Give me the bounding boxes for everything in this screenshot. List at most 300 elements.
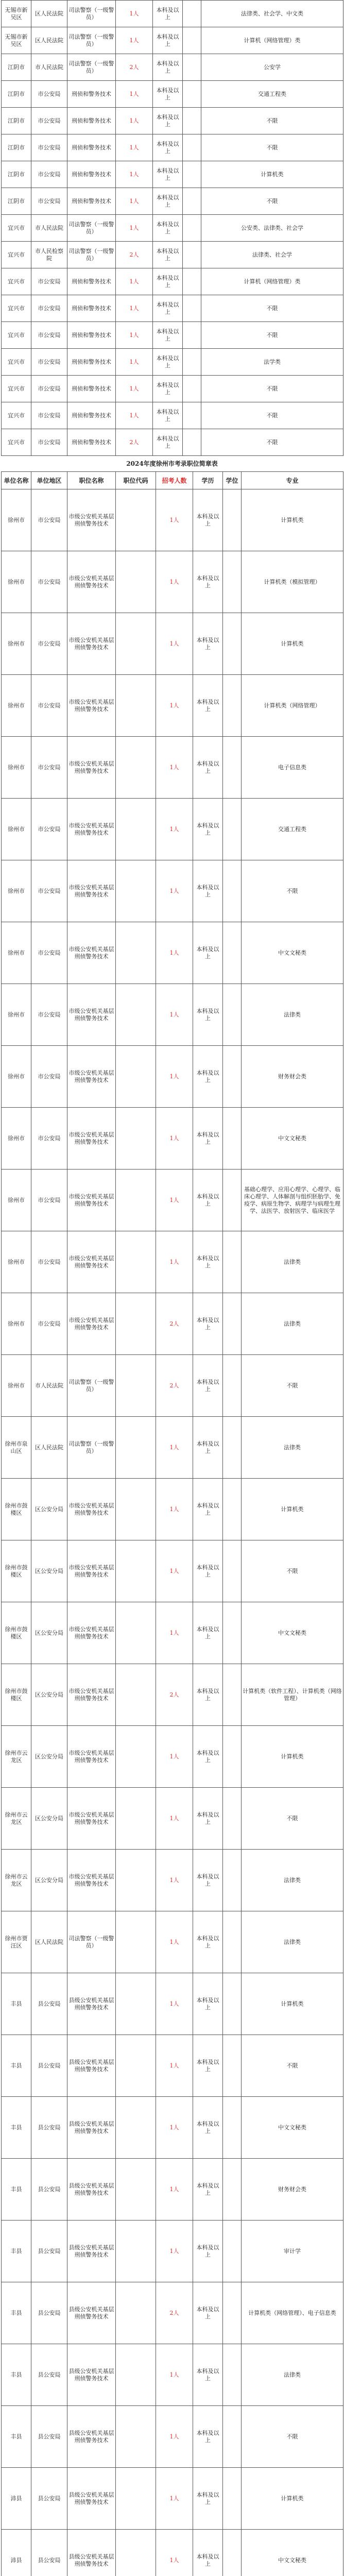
table-cell: 丰县 — [2, 2282, 31, 2344]
table-row — [2, 429, 343, 456]
table-cell: 区人民法院 — [31, 1, 67, 27]
table-cell: 公安类、法律类、社会学 — [201, 215, 343, 242]
table-cell — [183, 188, 201, 215]
table-cell — [116, 2530, 156, 2576]
table-cell: 本科及以上 — [193, 1479, 223, 1540]
table-cell — [223, 2159, 242, 2221]
table-cell: 徐州市云龙区 — [2, 1726, 31, 1788]
table-cell: 1人 — [156, 2221, 193, 2282]
table-cell — [223, 1540, 242, 1602]
table-cell: 本科及以上 — [193, 2035, 223, 2097]
table-row — [2, 402, 343, 429]
table-cell: 县公安局 — [31, 2530, 67, 2576]
table-cell: 刑侦和警务技术 — [67, 322, 116, 349]
table-cell: 1人 — [156, 984, 193, 1046]
table-cell — [116, 2097, 156, 2159]
table-cell: 县级公安机关基层刑侦警务技术 — [67, 2159, 116, 2221]
table-cell: 1人 — [156, 1417, 193, 1479]
table-cell: 2人 — [156, 1355, 193, 1417]
table-row — [2, 1293, 343, 1355]
header-cell: 单位地区 — [31, 472, 67, 489]
table-cell: 徐州市 — [2, 1293, 31, 1355]
table-cell — [183, 242, 201, 268]
table-cell: 区公安分局 — [31, 1664, 67, 1726]
table-cell: 审计学 — [242, 2221, 343, 2282]
table-cell — [223, 737, 242, 799]
table-cell: 徐州市鼓楼区 — [2, 1602, 31, 1664]
table-row — [2, 295, 343, 322]
table-cell: 刑侦和警务技术 — [67, 429, 116, 456]
table-cell — [223, 1479, 242, 1540]
table-cell — [223, 922, 242, 984]
table-cell: 市级公安机关基层刑侦警务技术 — [67, 922, 116, 984]
table-cell: 市级公安机关基层刑侦警务技术 — [67, 1726, 116, 1788]
table-row — [2, 2530, 343, 2576]
table-cell: 县公安局 — [31, 2035, 67, 2097]
table-cell: 徐州市 — [2, 489, 31, 551]
table-cell: 市公安局 — [31, 799, 67, 860]
table-row — [2, 1726, 343, 1788]
table-cell: 徐州市鼓楼区 — [2, 1664, 31, 1726]
table-cell: 法律类 — [242, 1417, 343, 1479]
table-cell: 1人 — [116, 402, 153, 429]
table-cell — [183, 1, 201, 27]
table-cell — [183, 429, 201, 456]
table-cell — [223, 1788, 242, 1850]
table-cell: 江阴市 — [2, 108, 31, 134]
table-cell: 计算机类 — [242, 1726, 343, 1788]
table-cell — [223, 1911, 242, 1973]
table-cell: 县公安局 — [31, 2097, 67, 2159]
table-cell: 宜兴市 — [2, 376, 31, 402]
table-cell — [116, 2221, 156, 2282]
table-cell: 本科及以上 — [193, 737, 223, 799]
table-cell: 1人 — [156, 551, 193, 613]
table-cell: 1人 — [156, 1726, 193, 1788]
table-cell: 徐州市云龙区 — [2, 1788, 31, 1850]
table-cell: 县级公安机关基层刑侦警务技术 — [67, 2035, 116, 2097]
table-cell: 徐州市 — [2, 922, 31, 984]
table-cell: 本科及以上 — [193, 922, 223, 984]
table-cell: 无锡市新吴区 — [2, 27, 31, 54]
table-cell: 刑侦和警务技术 — [67, 134, 116, 161]
table-cell — [116, 922, 156, 984]
table-cell: 司法警察（一级警员） — [67, 242, 116, 268]
table-cell: 法律类 — [242, 1231, 343, 1293]
table-cell: 本科及以上 — [193, 613, 223, 675]
table-cell: 本科及以上 — [153, 188, 183, 215]
table-cell: 市人民检察院 — [31, 242, 67, 268]
table-cell: 徐州市鼓楼区 — [2, 1540, 31, 1602]
table-row — [2, 54, 343, 81]
table-cell: 本科及以上 — [193, 984, 223, 1046]
table-cell: 公安学 — [201, 54, 343, 81]
table-cell: 丰县 — [2, 2221, 31, 2282]
table-cell — [223, 1293, 242, 1355]
table-cell — [116, 489, 156, 551]
table-row — [2, 1, 343, 27]
table-cell: 市公安局 — [31, 984, 67, 1046]
table-cell: 不限 — [242, 2035, 343, 2097]
table-row — [2, 215, 343, 242]
table-row — [2, 268, 343, 295]
table-cell: 县级公安机关基层刑侦警务技术 — [67, 2282, 116, 2344]
table-cell — [116, 2159, 156, 2221]
table-cell: 徐州市云龙区 — [2, 1850, 31, 1911]
table-cell — [223, 1108, 242, 1170]
table-cell: 本科及以上 — [193, 1788, 223, 1850]
table-cell: 不限 — [201, 402, 343, 429]
table-cell: 无锡市新吴区 — [2, 1, 31, 27]
table-cell: 市级公安机关基层刑侦警务技术 — [67, 1479, 116, 1540]
table-cell: 江阴市 — [2, 54, 31, 81]
table-cell: 市级公安机关基层刑侦警务技术 — [67, 675, 116, 737]
table-cell — [223, 1170, 242, 1231]
table-cell: 县级公安机关基层刑侦警务技术 — [67, 2468, 116, 2530]
table-cell: 丰县 — [2, 2159, 31, 2221]
table-cell: 2人 — [116, 429, 153, 456]
table-cell: 法学类 — [201, 349, 343, 376]
table-cell: 法律类 — [242, 1911, 343, 1973]
table-cell: 市公安局 — [31, 737, 67, 799]
table-row — [2, 1850, 343, 1911]
table-cell: 不限 — [201, 188, 343, 215]
table-row — [2, 1170, 343, 1231]
header-cell: 学历 — [193, 472, 223, 489]
table-cell — [223, 860, 242, 922]
table-cell: 本科及以上 — [193, 1170, 223, 1231]
table-cell: 本科及以上 — [193, 1911, 223, 1973]
table-cell: 本科及以上 — [153, 349, 183, 376]
table-cell: 县级公安机关基层刑侦警务技术 — [67, 2221, 116, 2282]
table-cell: 本科及以上 — [193, 799, 223, 860]
table-cell — [116, 1046, 156, 1108]
table-row — [2, 1973, 343, 2035]
table-row — [2, 322, 343, 349]
table-cell — [223, 1664, 242, 1726]
table-cell — [116, 737, 156, 799]
table-row — [2, 1046, 343, 1108]
table-cell: 交通工程类 — [242, 799, 343, 860]
table-cell: 不限 — [242, 1355, 343, 1417]
table-row — [2, 2159, 343, 2221]
table-cell: 1人 — [116, 349, 153, 376]
table-cell — [116, 1850, 156, 1911]
table-cell — [116, 2035, 156, 2097]
table-cell: 本科及以上 — [193, 1850, 223, 1911]
table-cell — [116, 1355, 156, 1417]
table-cell: 徐州市 — [2, 799, 31, 860]
table-cell: 市公安局 — [31, 295, 67, 322]
table-row — [2, 1788, 343, 1850]
table-cell: 区公安分局 — [31, 1788, 67, 1850]
table-cell: 法律类 — [242, 2344, 343, 2406]
table-cell: 县公安局 — [31, 2344, 67, 2406]
table-cell: 司法警察（一级警员） — [67, 215, 116, 242]
table-cell — [116, 799, 156, 860]
table-cell: 2人 — [116, 242, 153, 268]
table-cell — [183, 322, 201, 349]
table-row — [2, 188, 343, 215]
table-cell: 法律类 — [242, 1293, 343, 1355]
table-row — [2, 1911, 343, 1973]
header-cell: 专业 — [242, 472, 343, 489]
table-cell — [223, 2468, 242, 2530]
table-cell: 县公安局 — [31, 2159, 67, 2221]
table-cell: 宜兴市 — [2, 215, 31, 242]
table-cell: 县级公安机关基层刑侦警务技术 — [67, 1973, 116, 2035]
table-cell: 区公安分局 — [31, 1602, 67, 1664]
table-cell: 徐州市 — [2, 1355, 31, 1417]
table-cell: 丰县 — [2, 2344, 31, 2406]
table-cell: 市级公安机关基层刑侦警务技术 — [67, 613, 116, 675]
table-cell: 市级公安机关基层刑侦警务技术 — [67, 1293, 116, 1355]
table-cell: 徐州市 — [2, 551, 31, 613]
table-cell: 市人民法院 — [31, 54, 67, 81]
table-row — [2, 2097, 343, 2159]
table-cell: 刑侦和警务技术 — [67, 268, 116, 295]
table-cell: 市公安局 — [31, 402, 67, 429]
table-cell — [116, 551, 156, 613]
table-cell: 法律类、社会学、中文类 — [201, 1, 343, 27]
table-cell: 市公安局 — [31, 1046, 67, 1108]
table-cell: 1人 — [116, 295, 153, 322]
table-cell: 市公安局 — [31, 161, 67, 188]
table-cell — [116, 2282, 156, 2344]
table-cell — [183, 215, 201, 242]
table-cell: 1人 — [156, 1170, 193, 1231]
table-row — [2, 2282, 343, 2344]
table-cell: 徐州市 — [2, 1108, 31, 1170]
table-cell: 县公安局 — [31, 1973, 67, 2035]
table-cell: 市公安局 — [31, 322, 67, 349]
table-cell: 本科及以上 — [153, 322, 183, 349]
table-cell: 宜兴市 — [2, 242, 31, 268]
table-cell: 本科及以上 — [153, 161, 183, 188]
table-cell: 1人 — [156, 1788, 193, 1850]
table-cell: 江阴市 — [2, 81, 31, 108]
table-cell: 2人 — [156, 1664, 193, 1726]
table-cell: 1人 — [156, 2406, 193, 2468]
table-cell: 本科及以上 — [193, 1231, 223, 1293]
table-cell: 本科及以上 — [193, 1108, 223, 1170]
table-cell: 市级公安机关基层刑侦警务技术 — [67, 1231, 116, 1293]
table-cell: 本科及以上 — [193, 1046, 223, 1108]
table-cell: 计算机类（网络管理）、电子信息类 — [242, 2282, 343, 2344]
table-row — [2, 737, 343, 799]
table-cell — [183, 54, 201, 81]
table-cell: 本科及以上 — [193, 1602, 223, 1664]
table-cell — [116, 2468, 156, 2530]
table-cell: 1人 — [116, 1, 153, 27]
table-cell: 计算机（网络管理）类 — [201, 268, 343, 295]
table-cell: 沛县 — [2, 2530, 31, 2576]
table-cell: 1人 — [156, 922, 193, 984]
table-cell: 徐州市 — [2, 737, 31, 799]
table-cell: 市级公安机关基层刑侦警务技术 — [67, 1540, 116, 1602]
table-row — [2, 2406, 343, 2468]
table-cell — [183, 349, 201, 376]
table-cell: 本科及以上 — [153, 134, 183, 161]
table-cell: 徐州市 — [2, 1170, 31, 1231]
table-cell — [116, 1788, 156, 1850]
table-cell: 司法警察（一级警员） — [67, 1417, 116, 1479]
table-cell: 不限 — [201, 108, 343, 134]
table-cell: 市公安局 — [31, 349, 67, 376]
table-cell: 刑侦和警务技术 — [67, 108, 116, 134]
table-cell: 法律类、社会学 — [201, 242, 343, 268]
table-cell: 丰县 — [2, 1973, 31, 2035]
table-cell — [116, 1973, 156, 2035]
table-cell — [223, 2406, 242, 2468]
table-cell — [223, 2221, 242, 2282]
table-cell — [223, 1417, 242, 1479]
table-cell: 不限 — [242, 1540, 343, 1602]
table-row — [2, 108, 343, 134]
table-cell: 1人 — [156, 737, 193, 799]
table-cell: 本科及以上 — [193, 675, 223, 737]
table-cell — [116, 1293, 156, 1355]
table-cell: 徐州市 — [2, 675, 31, 737]
table-row — [2, 799, 343, 860]
table-cell: 中文文秘类 — [242, 1602, 343, 1664]
table-cell: 县公安局 — [31, 2406, 67, 2468]
table-cell — [223, 551, 242, 613]
table-cell: 中文文秘类 — [242, 2530, 343, 2576]
table-cell: 县公安局 — [31, 2282, 67, 2344]
table-cell: 市公安局 — [31, 134, 67, 161]
table-cell: 本科及以上 — [193, 2406, 223, 2468]
table-cell: 县公安局 — [31, 2468, 67, 2530]
table-cell: 市公安局 — [31, 675, 67, 737]
table-cell: 2人 — [156, 1293, 193, 1355]
table-cell: 交通工程类 — [201, 81, 343, 108]
table-cell: 市公安局 — [31, 1293, 67, 1355]
table-cell: 本科及以上 — [153, 54, 183, 81]
table-cell — [116, 675, 156, 737]
table-cell: 区人民法院 — [31, 27, 67, 54]
header-cell: 单位名称 — [2, 472, 31, 489]
table-cell: 计算机类 — [242, 1479, 343, 1540]
table-cell: 司法警察（一级警员） — [67, 1, 116, 27]
table-cell: 不限 — [201, 134, 343, 161]
table-cell — [116, 860, 156, 922]
table-cell: 市人民法院 — [31, 215, 67, 242]
table-cell: 计算机类 — [242, 613, 343, 675]
table-cell — [223, 1850, 242, 1911]
table-cell — [223, 1046, 242, 1108]
table-cell: 计算机类（模拟管理） — [242, 551, 343, 613]
table-row — [2, 1479, 343, 1540]
table-cell: 1人 — [156, 489, 193, 551]
table-cell: 区公安分局 — [31, 1540, 67, 1602]
table-cell: 徐州市泉山区 — [2, 1417, 31, 1479]
table-row — [2, 922, 343, 984]
table-cell — [183, 268, 201, 295]
table-cell: 市级公安机关基层刑侦警务技术 — [67, 1170, 116, 1231]
table-cell: 计算机类（网络管理） — [242, 675, 343, 737]
table-cell: 1人 — [116, 161, 153, 188]
table-cell: 不限 — [201, 322, 343, 349]
table-cell: 宜兴市 — [2, 402, 31, 429]
table-row — [2, 984, 343, 1046]
table-row — [2, 349, 343, 376]
table-cell: 司法警察（一级警员） — [67, 27, 116, 54]
table-cell: 1人 — [156, 860, 193, 922]
header-cell: 学位 — [223, 472, 242, 489]
table-cell — [116, 1540, 156, 1602]
table-cell: 本科及以上 — [153, 1, 183, 27]
table-cell — [223, 984, 242, 1046]
table-cell: 1人 — [156, 1479, 193, 1540]
table-cell: 计算机类 — [242, 489, 343, 551]
table-cell: 基础心理学、应用心理学、心理学、临床心理学、人体解剖与组织胚胎学、免疫学、病原生物学、病理学与病理生理学、法医学、放射医学、临床医学 — [242, 1170, 343, 1231]
table-cell: 徐州市 — [2, 613, 31, 675]
table-row — [2, 1602, 343, 1664]
table-cell: 本科及以上 — [193, 2530, 223, 2576]
table-header-row — [2, 472, 343, 489]
table-cell: 本科及以上 — [153, 376, 183, 402]
table-cell — [183, 134, 201, 161]
table-cell: 1人 — [116, 188, 153, 215]
table-cell: 徐州市 — [2, 860, 31, 922]
table-cell: 区人民法院 — [31, 1417, 67, 1479]
table-cell: 1人 — [116, 81, 153, 108]
table-cell: 市级公安机关基层刑侦警务技术 — [67, 1046, 116, 1108]
table-cell — [223, 2035, 242, 2097]
table-cell: 刑侦和警务技术 — [67, 349, 116, 376]
table-cell: 法律类 — [242, 1850, 343, 1911]
table-cell — [223, 613, 242, 675]
table-cell: 县公安局 — [31, 2221, 67, 2282]
header-cell: 招考人数 — [156, 472, 193, 489]
table-cell: 市级公安机关基层刑侦警务技术 — [67, 1664, 116, 1726]
table-row — [2, 27, 343, 54]
table-cell: 中文文秘类 — [242, 922, 343, 984]
table-cell: 本科及以上 — [193, 2221, 223, 2282]
table-cell — [223, 1973, 242, 2035]
table-cell: 本科及以上 — [153, 81, 183, 108]
table-cell: 市级公安机关基层刑侦警务技术 — [67, 737, 116, 799]
table-cell: 市级公安机关基层刑侦警务技术 — [67, 1108, 116, 1170]
table-cell: 1人 — [156, 1108, 193, 1170]
table-cell: 本科及以上 — [193, 1417, 223, 1479]
table-cell: 市公安局 — [31, 376, 67, 402]
table-cell — [223, 1602, 242, 1664]
table-cell — [223, 2097, 242, 2159]
table-cell: 1人 — [156, 2035, 193, 2097]
table-cell: 市级公安机关基层刑侦警务技术 — [67, 1850, 116, 1911]
table-cell: 本科及以上 — [153, 429, 183, 456]
table-row — [2, 161, 343, 188]
table-cell — [116, 1170, 156, 1231]
table-row — [2, 489, 343, 551]
table-cell: 本科及以上 — [193, 2097, 223, 2159]
table-cell: 刑侦和警务技术 — [67, 376, 116, 402]
table-cell: 市公安局 — [31, 1108, 67, 1170]
table-cell: 市公安局 — [31, 922, 67, 984]
table-cell: 县级公安机关基层刑侦警务技术 — [67, 2406, 116, 2468]
table-row — [2, 1417, 343, 1479]
table-cell: 本科及以上 — [153, 242, 183, 268]
table-cell: 县级公安机关基层刑侦警务技术 — [67, 2344, 116, 2406]
table-cell: 不限 — [242, 2406, 343, 2468]
recruitment-table-part1 — [1, 0, 343, 456]
table-cell: 1人 — [156, 2468, 193, 2530]
table-cell: 法律类 — [242, 984, 343, 1046]
table-cell: 县级公安机关基层刑侦警务技术 — [67, 2530, 116, 2576]
table-cell: 本科及以上 — [193, 2468, 223, 2530]
